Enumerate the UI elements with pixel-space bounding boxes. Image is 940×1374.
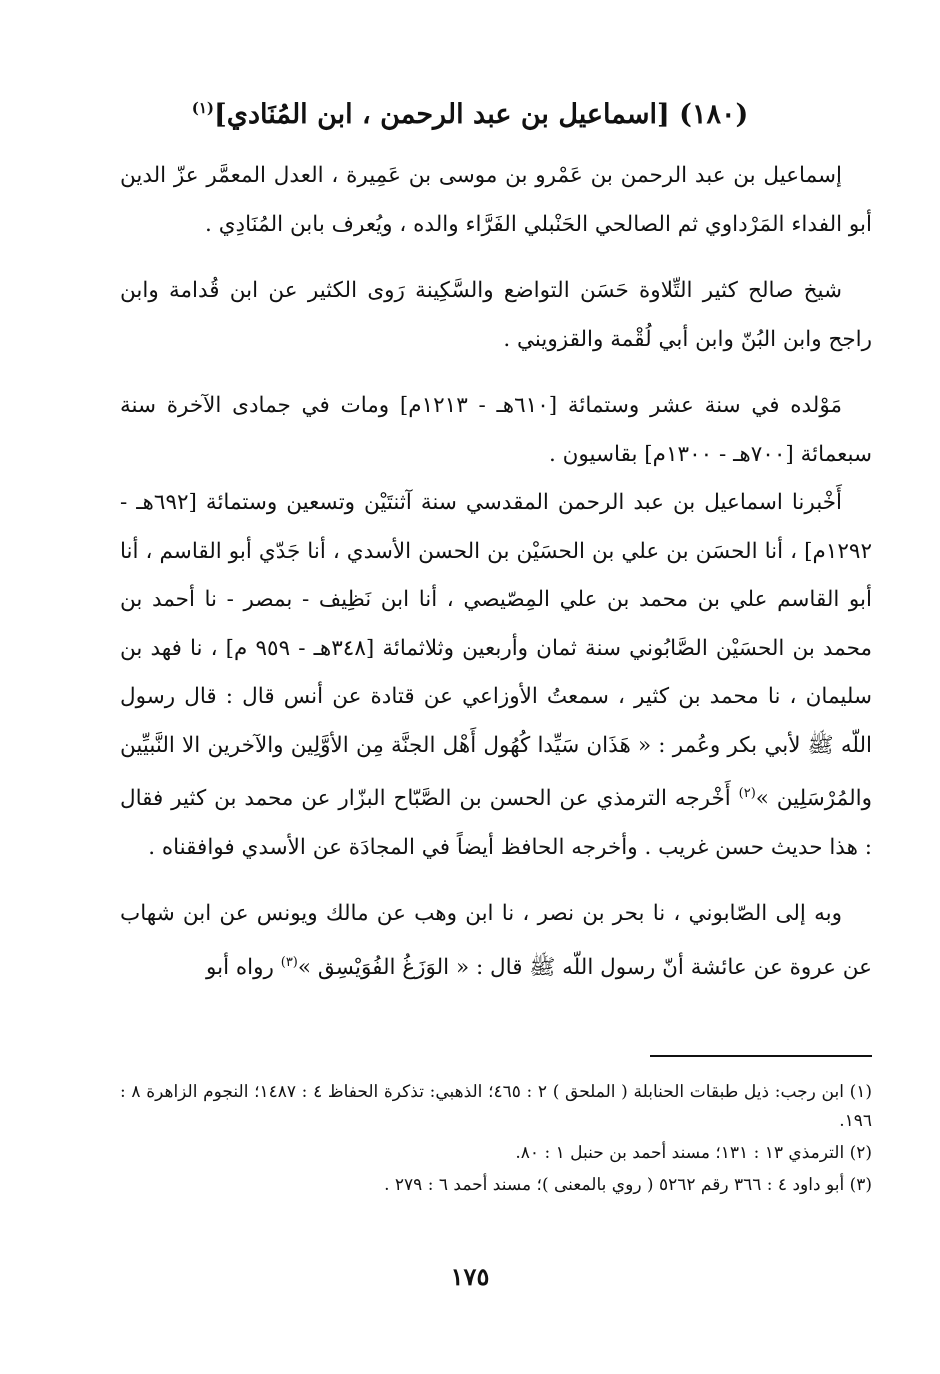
hadith-1-continuation: أَخْرجه الترمذي عن الحسن بن الصَّبّاح البزّار عن محمد بن كثير فقال : هذا حديث حسن غريب . وأخرجه الحافظ أيضاً في المجادَة عن الأسدي فوافقناه .	[120, 786, 872, 860]
footnotes	[120, 1078, 872, 1203]
paragraph-name-lineage: إسماعيل بن عبد الرحمن بن عَمْرو بن موسى بن عَمِيرة ، العدل المعمَّر عزّ الدين أبو الفداء المَرْداوي ثم الصالحي الحَنْبلي الفَرَّاء والده ، ويُعرف بابن المُنَادِي .	[120, 163, 872, 237]
footnote-2: (٢) الترمذي ١٣ : ١٣١؛ مسند أحمد بن حنبل ١ : ٨٠.	[515, 1143, 872, 1163]
footnote-3: (٣) أبو داود ٤ : ٣٦٦ رقم ٥٢٦٢ ( روي بالمعنى )؛ مسند أحمد ٦ : ٢٧٩ .	[384, 1175, 872, 1195]
paragraph-birth-death: مَوْلده في سنة عشر وستمائة [٦١٠هـ - ١٢١٣م] ومات في جمادى الآخرة سنة سبعمائة [٧٠٠هـ - ١٣٠٠م] بقاسيون .	[120, 393, 872, 467]
hadith-2-text: وبه إلى الصّابوني ، نا بحر بن نصر ، نا ابن وهب عن مالك ويونس عن ابن شهاب عن عروة عن عائشة أنّ رسول اللّه ﷺ قال : « الوَزَغُ الفُوَيْسِق »	[120, 901, 872, 980]
footnote-ref-2: (٢)	[738, 786, 756, 801]
footnote-ref-3: (٣)	[280, 954, 298, 970]
entry-title	[120, 86, 820, 137]
footnote-separator	[650, 1055, 872, 1057]
page-number: ١٧٥	[450, 1262, 490, 1291]
paragraph-biography: شيخ صالح كثير التِّلاوة حَسَن التواضع والسَّكِينة رَوى الكثير عن ابن قُدامة وابن راجح وابن البُنّ وابن أبي لُقْمة والقزويني .	[120, 278, 872, 352]
hadith-1-text: أَخْبرنا اسماعيل بن عبد الرحمن المقدسي سنة آثنتَيْن وتسعين وستمائة [٦٩٢هـ - ١٢٩٢م] ، أنا الحسَن بن علي بن الحسَيْن بن الحسن الأسدي ، أنا جَدّي أبو القاسم ، أنا أبو القاسم علي بن محمد بن علي المِصّيصي ، أنا ابن نَظِيف - بمصر - نا أحمد بن محمد بن الحسَيْن الصَّابُوني سنة ثمان وأربعين وثلاثمائة [٣٤٨هـ - ٩٥٩ م] ، نا فهد بن سليمان ، نا محمد بن كثير ، سمعتُ الأوزاعي عن قتادة عن أنس قال : قال رسول اللّه ﷺ لأبي بكر وعُمر : « هَذَان سَيِّدا كُهُول أَهْل الجنَّة مِن الأوَّلِين والآخرين الا النَّبيِّين والمُرْسَلِين »	[120, 490, 873, 812]
footnote-ref-1: (١)	[191, 99, 215, 117]
entry-title-text: (١٨٠) [اسماعيل بن عبد الرحمن ، ابن المُنَادي]	[214, 99, 749, 130]
paragraph-hadith-chain-1	[120, 479, 872, 872]
entry-body	[120, 152, 872, 992]
hadith-2-continuation: رواه أبو	[205, 954, 281, 980]
paragraph-hadith-chain-2	[120, 890, 872, 992]
footnote-1: (١) ابن رجب: ذيل طبقات الحنابلة ( الملحق ) ٢ : ٤٦٥؛ الذهبي: تذكرة الحفاظ ٤ : ١٤٨٧؛ النجوم الزاهرة ٨ : ١٩٦.	[120, 1082, 872, 1131]
